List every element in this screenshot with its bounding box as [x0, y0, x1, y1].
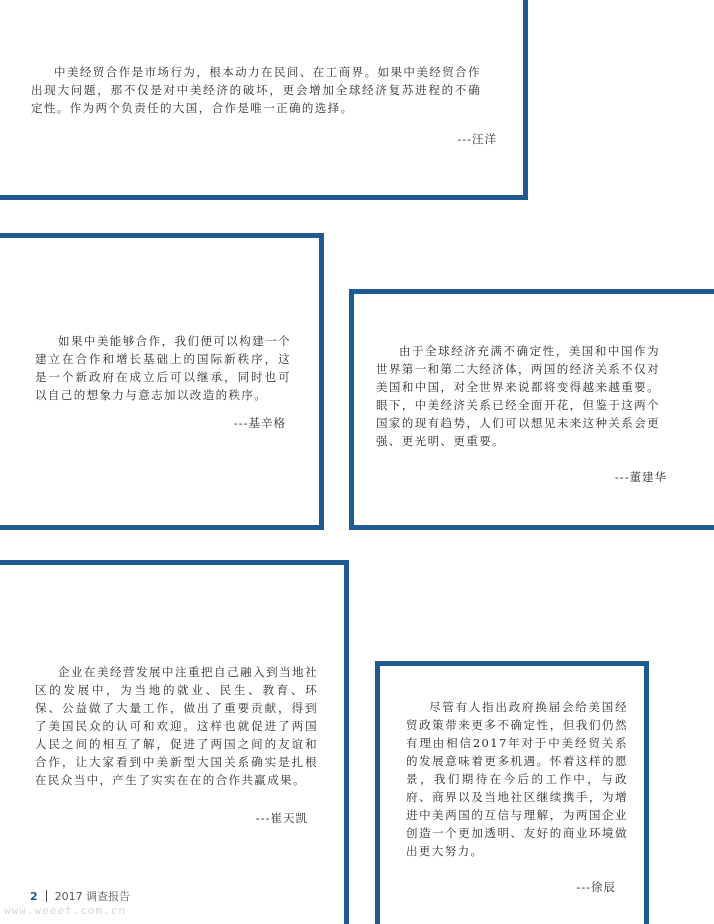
- quote-author: ---徐辰: [576, 880, 616, 894]
- watermark: www.weeet.com.cn: [4, 904, 126, 917]
- quote-author: ---崔天凯: [255, 811, 308, 825]
- page-number: 2: [30, 889, 38, 903]
- quote-box-cui-tiankai: [0, 560, 349, 924]
- quote-text: 由于全球经济充满不确定性，美国和中国作为世界第一和第二大经济体，两国的经济关系不仅对美国和中国，对全世界来说都将变得越来越重要。眼下，中美经济关系已经全面开花，但鉴于这两个国家的现有趋势，人们可以想见未来这种关系会更强、更光明、更重要。: [376, 344, 660, 448]
- footer-divider: [46, 890, 47, 902]
- quote-text: 企业在美经营发展中注重把自己融入到当地社区的发展中，为当地的就业、民生、教育、环保、公益做了大量工作，做出了重要贡献，得到了美国民众的认可和欢迎。这样也就促进了两国人民之间的相互了解，促进了两国之间的友谊和合作，让大家看到中美新型大国关系确实是扎根在民众当中，产生了实实在在的合作共赢成果。: [35, 665, 318, 787]
- quote-box-xu-chen: [375, 661, 649, 924]
- quote-author: ---汪洋: [457, 132, 497, 146]
- quote-author: ---董建华: [614, 470, 667, 484]
- quote-box-wang-yang: [0, 0, 528, 200]
- quote-box-kissinger: [0, 233, 324, 530]
- quote-text: 如果中美能够合作，我们便可以构建一个建立在合作和增长基础上的国际新秩序，这是一个新政府在成立后可以继承，同时也可以自己的想象力与意志加以改造的秩序。: [35, 334, 291, 402]
- quote-text: 尽管有人指出政府换届会给美国经贸政策带来更多不确定性，但我们仍然有理由相信2017年对于中美经贸关系的发展意味着更多机遇。怀着这样的愿景，我们期待在今后的工作中，与政府、商界以及当地社区继续携手，为增进中美两国的互信与理解，为两国企业创造一个更加透明、友好的商业环境做出更大努力。: [406, 700, 628, 858]
- publication-title: 2017 调查报告: [54, 890, 131, 903]
- page-footer: [30, 888, 130, 904]
- quote-box-tung-chee-hwa: [349, 289, 714, 530]
- quote-author: ---基辛格: [233, 416, 286, 430]
- quote-text: 中美经贸合作是市场行为，根本动力在民间、在工商界。如果中美经贸合作出现大问题，那不仅是对中美经济的破坏，更会增加全球经济复苏进程的不确定性。作为两个负责任的大国，合作是唯一正确的选择。: [31, 65, 481, 115]
